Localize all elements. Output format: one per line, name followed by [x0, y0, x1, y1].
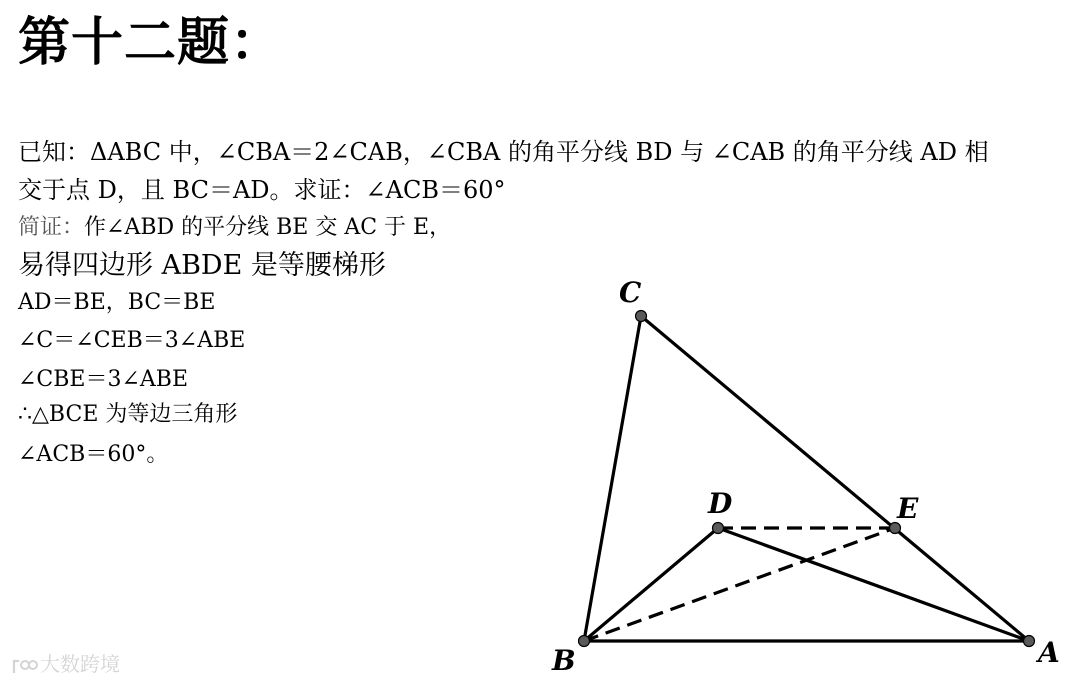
point-C: [636, 311, 647, 322]
proof-step: ∠C＝∠CEB＝3∠ABE: [18, 328, 246, 353]
segment-DA: [718, 528, 1029, 641]
given-line-2: 交于点 D，且 BC＝AD。求证：∠ACB＝60°: [18, 176, 506, 204]
label-B: B: [552, 644, 576, 677]
proof-step: ∴△BCE 为等边三角形: [18, 402, 238, 427]
point-B: [579, 636, 590, 647]
point-A: [1024, 636, 1035, 647]
segment-BE-dashed: [584, 528, 895, 641]
proof-step: ∠ACB＝60°。: [18, 442, 169, 467]
point-D: [713, 523, 724, 534]
segment-BC: [584, 316, 641, 641]
proof-label: 简证：: [18, 215, 85, 240]
proof-step: 易得四边形 ABDE 是等腰梯形: [18, 250, 386, 281]
watermark-logo-icon: [10, 655, 38, 677]
label-D: D: [708, 487, 733, 520]
watermark: [10, 648, 120, 677]
page-title: 第十二题：: [18, 13, 284, 73]
label-E: E: [897, 492, 919, 525]
proof-step: AD＝BE，BC＝BE: [18, 290, 216, 315]
proof-intro: 作∠ABD 的平分线 BE 交 AC 于 E，: [84, 215, 452, 240]
segment-BD: [584, 528, 718, 641]
label-A: A: [1038, 636, 1060, 669]
given-line-1: 已知：ΔABC 中，∠CBA＝2∠CAB，∠CBA 的角平分线 BD 与 ∠CAB 的角平分线 AD 相: [18, 138, 989, 166]
watermark-text: 大数跨境: [40, 652, 120, 676]
label-C: C: [619, 276, 642, 309]
segment-CA: [641, 316, 1029, 641]
proof-step: ∠CBE＝3∠ABE: [18, 367, 189, 392]
